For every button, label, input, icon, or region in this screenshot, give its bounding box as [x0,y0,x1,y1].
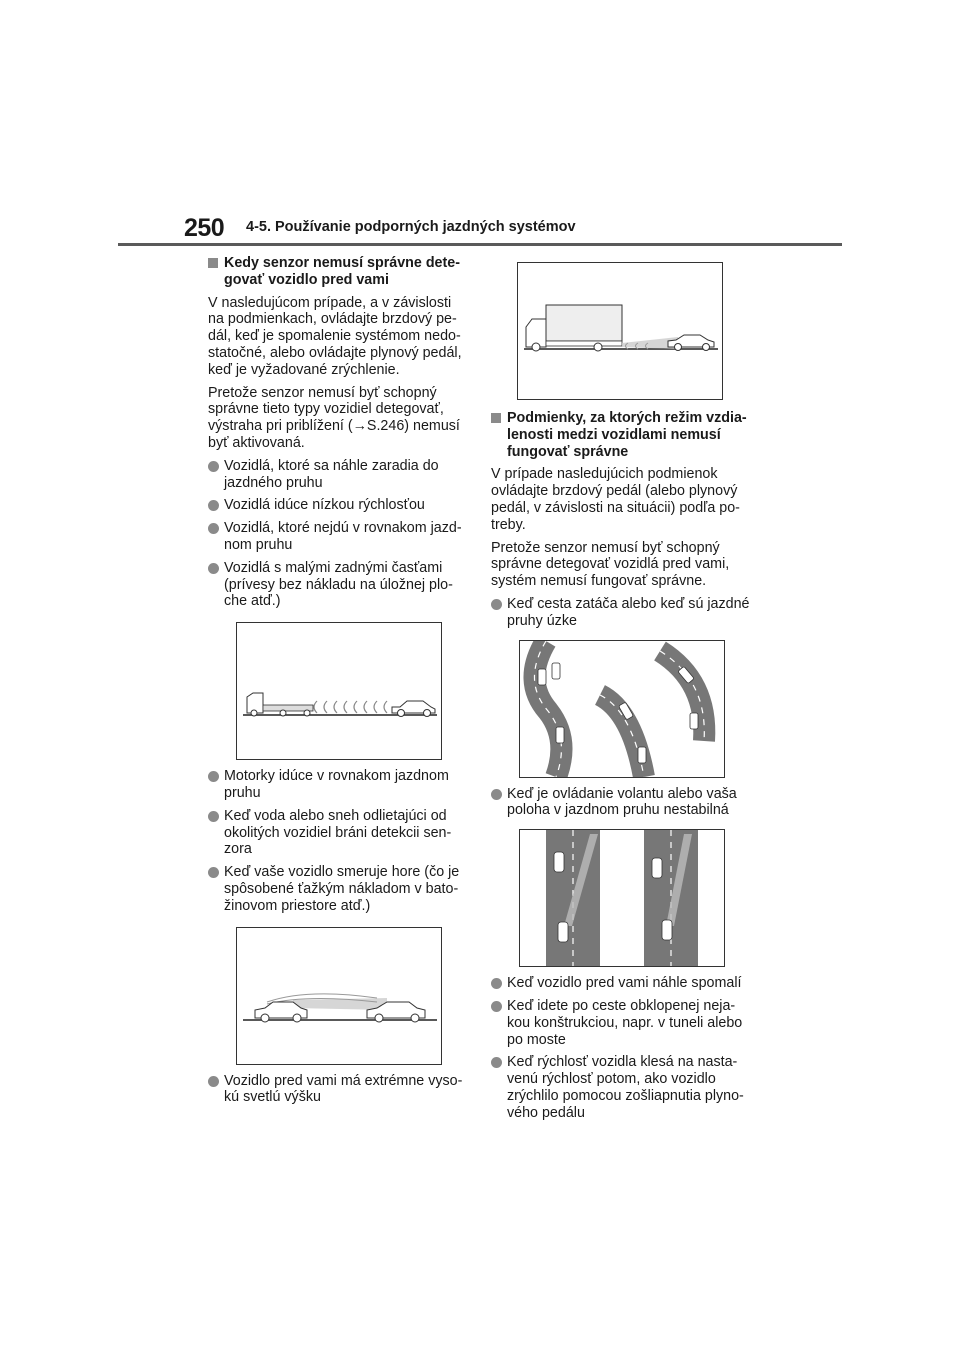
list-item: Vozidlá s malými zadnými časťami (prívesy bez nákladu na úložnej plo-che atď.) [208,560,470,610]
list-item: Motorky idúce v rovnakom jazdnom pruhu [208,768,470,802]
illustration-lane-position [519,829,725,967]
illustration-high-clearance [517,262,723,400]
list-item: Keď cesta zatáča alebo keď sú jazdné pruhy úzke [491,596,753,630]
list-item: Keď voda alebo sneh odlietajúci od okolitých vozidiel bráni detekcii sen-zora [208,808,470,858]
circle-bullet-icon [491,789,502,800]
page-number: 250 [184,214,225,242]
paragraph: V prípade nasledujúcich podmienok ovládajte brzdový pedál (alebo plynový pedál, v závislosti na situácii) podľa po-treby. [491,466,740,533]
square-bullet-icon [208,258,218,268]
circle-bullet-icon [491,978,502,989]
list-item: Keď rýchlosť vozidla klesá na nasta-venú rýchlosť potom, ako vozidlo zrýchlilo pomocou zošliapnutia plyno-vého pedálu [491,1054,753,1121]
left-column [208,255,470,1112]
circle-bullet-icon [208,867,219,878]
circle-bullet-icon [208,500,219,511]
chapter-title: 4-5. Používanie podporných jazdných systémov [246,219,576,235]
heading-text: Podmienky, za ktorých režim vzdia-lenosti medzi vozidlami nemusí fungovať správne [507,410,747,460]
circle-bullet-icon [208,771,219,782]
paragraph: Pretože senzor nemusí byť schopný správne detegovať vozidlá pred vami, systém nemusí fungovať správne. [491,539,730,590]
square-bullet-icon [491,413,501,423]
list-item: Vozidlá, ktoré sa náhle zaradia do jazdného pruhu [208,458,470,492]
list-item: Keď je ovládanie volantu alebo vaša poloha v jazdnom pruhu nestabilná [491,786,753,820]
circle-bullet-icon [208,811,219,822]
list-item: Keď idete po ceste obklopenej neja-kou konštrukciou, napr. v tuneli alebo po moste [491,998,753,1048]
list-item: Keď vaše vozidlo smeruje hore (čo je spôsobené ťažkým nákladom v bato-žinovom priestore atď.) [208,864,470,914]
section-heading [208,255,470,289]
header-rule [118,243,842,246]
circle-bullet-icon [208,1076,219,1087]
circle-bullet-icon [208,461,219,472]
list-item: Vozidlo pred vami má extrémne vyso-kú svetlú výšku [208,1073,470,1107]
right-column [491,262,753,1128]
circle-bullet-icon [491,1001,502,1012]
circle-bullet-icon [491,599,502,610]
circle-bullet-icon [208,523,219,534]
heading-text: Kedy senzor nemusí správne dete-govať vozidlo pred vami [224,255,460,288]
circle-bullet-icon [208,563,219,574]
circle-bullet-icon [491,1057,502,1068]
list-item: Vozidlá idúce nízkou rýchlosťou [208,497,470,514]
illustration-trailer [236,622,442,760]
list-item: Keď vozidlo pred vami náhle spomalí [491,975,753,992]
paragraph: V nasledujúcom prípade, a v závislosti na podmienkach, ovládajte brzdový pe-dál, keď je spomalenie systémom nedo-statočné, alebo ovládajte plynový pedál, keď je vyžadované zrýchlenie. [208,294,462,378]
illustration-curves [519,640,725,778]
illustration-uphill [236,927,442,1065]
paragraph: Pretože senzor nemusí byť schopný správne tieto typy vozidiel detegovať, výstraha pri priblížení (→S.246) nemusí byť aktivovaná. [208,384,460,451]
section-heading [491,410,753,460]
list-item: Vozidlá, ktoré nejdú v rovnakom jazd-nom pruhu [208,520,470,554]
